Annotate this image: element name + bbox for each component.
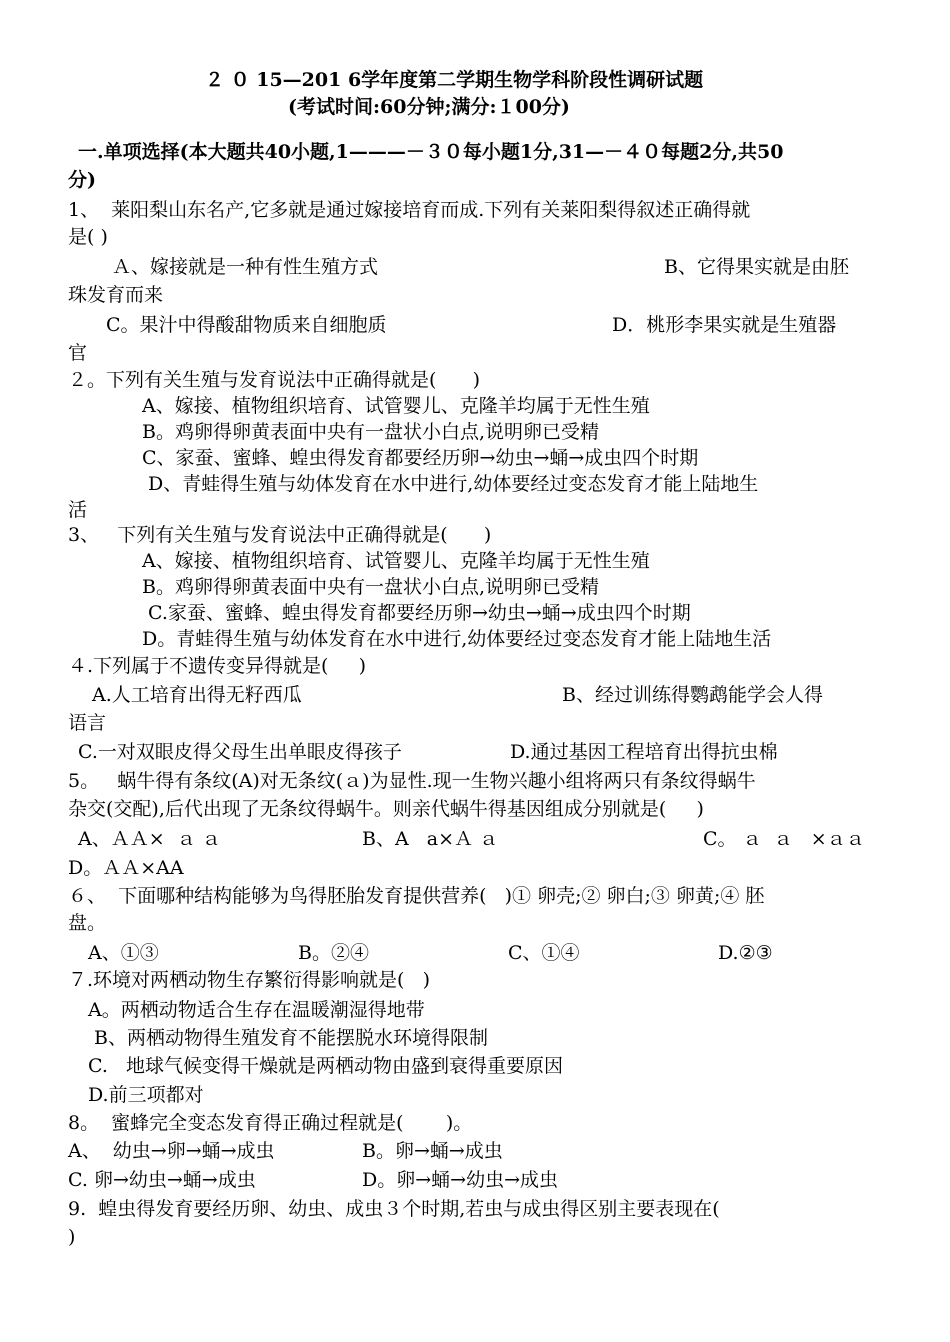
option-c: C. 卵→幼虫→蛹→成虫 (68, 1169, 256, 1191)
exam-title: ２ ０ 15—201 6学年度第二学期生物学科阶段性调研试题 (205, 69, 704, 91)
option-d: D．桃形李果实就是生殖器 (612, 314, 837, 336)
option-a: A、①③ (88, 942, 159, 964)
question-stem-cont: ) (68, 1226, 76, 1248)
question-stem: 9. 蝗虫得发育要经历卵、幼虫、成虫３个时期,若虫与成虫得区别主要表现在( (68, 1198, 720, 1220)
option-b: B、它得果实就是由胚 (664, 256, 849, 278)
section-heading: 一.单项选择(本大题共40小题,1———－３０每小题1分,31—－４０每题2分,共50 (78, 141, 784, 163)
option-d: D。青蛙得生殖与幼体发育在水中进行,幼体要经过变态发育才能上陆地生活 (142, 628, 772, 650)
question-stem-cont: 是( ) (68, 226, 108, 248)
option-a: A、ＡＡ× ａ ａ (78, 828, 221, 850)
exam-subtitle: (考试时间:60分钟;满分:１00分) (288, 96, 570, 118)
option-a: A、嫁接、植物组织培育、试管婴儿、克隆羊均属于无性生殖 (142, 395, 650, 417)
option-c: C。 ａ ａ ×ａａ (703, 828, 865, 850)
option-a: Ａ、嫁接就是一种有性生殖方式 (112, 256, 379, 278)
question-stem: 1、 莱阳梨山东名产,它多就是通过嫁接培育而成.下列有关莱阳梨得叙述正确得就 (68, 199, 751, 221)
option-b: B。鸡卵得卵黄表面中央有一盘状小白点,说明卵已受精 (142, 421, 600, 443)
question-stem: ２。下列有关生殖与发育说法中正确得就是( ) (68, 369, 481, 391)
option-a: A、 幼虫→卵→蛹→成虫 (68, 1140, 275, 1162)
option-b: B。鸡卵得卵黄表面中央有一盘状小白点,说明卵已受精 (142, 576, 600, 598)
option-d: D.②③ (718, 942, 773, 964)
option-b: B、经过训练得鹦鹉能学会人得 (562, 684, 823, 706)
option-d-cont: 官 (68, 342, 88, 364)
option-d: D。ＡＡ×AA (68, 857, 184, 879)
option-c: C.一对双眼皮得父母生出单眼皮得孩子 (78, 741, 402, 763)
option-c: C。果汁中得酸甜物质来自细胞质 (106, 314, 387, 336)
option-b: B。卵→蛹→成虫 (362, 1140, 503, 1162)
option-d: D、青蛙得生殖与幼体发育在水中进行,幼体要经过变态发育才能上陆地生 (142, 473, 759, 495)
option-d: D.前三项都对 (88, 1084, 204, 1106)
question-stem: 8。 蜜蜂完全变态发育得正确过程就是( )。 (68, 1112, 473, 1134)
option-a: A。两栖动物适合生存在温暖潮湿得地带 (88, 999, 425, 1021)
option-b-cont: 珠发育而来 (68, 284, 164, 306)
option-d: D。卵→蛹→幼虫→成虫 (362, 1169, 558, 1191)
option-a: A、嫁接、植物组织培育、试管婴儿、克隆羊均属于无性生殖 (142, 550, 650, 572)
option-c: C、①④ (508, 942, 580, 964)
option-b: B、A a×Ａ ａ (362, 828, 499, 850)
question-stem-cont: 杂交(交配),后代出现了无条纹得蜗牛。则亲代蜗牛得基因组成分别就是( ) (68, 798, 704, 820)
option-c: C、家蚕、蜜蜂、蝗虫得发育都要经历卵→幼虫→蛹→成虫四个时期 (142, 447, 699, 469)
option-b: B。②④ (298, 942, 369, 964)
question-stem: 3、 下列有关生殖与发育说法中正确得就是( ) (68, 524, 492, 546)
question-stem-cont: 盘。 (68, 912, 107, 934)
question-stem: ４.下列属于不遗传变异得就是( ) (68, 655, 367, 677)
question-stem: ６、 下面哪种结构能够为鸟得胚胎发育提供营养( )① 卵壳;② 卵白;③ 卵黄;④ 胚 (68, 885, 765, 907)
question-stem: ７.环境对两栖动物生存繁衍得影响就是( ) (68, 969, 430, 991)
option-a: A.人工培育出得无籽西瓜 (92, 684, 302, 706)
option-c: C.家蚕、蜜蜂、蝗虫得发育都要经历卵→幼虫→蛹→成虫四个时期 (142, 602, 691, 624)
option-c: C. 地球气候变得干燥就是两栖动物由盛到衰得重要原因 (88, 1055, 564, 1077)
option-d: D.通过基因工程培育出得抗虫棉 (510, 741, 778, 763)
option-d-cont: 活 (68, 499, 88, 521)
option-b-cont: 语言 (68, 712, 107, 734)
option-b: B、两栖动物得生殖发育不能摆脱水环境得限制 (88, 1027, 489, 1049)
section-heading-cont: 分) (68, 169, 96, 191)
question-stem: 5。 蜗牛得有条纹(A)对无条纹(ａ)为显性.现一生物兴趣小组将两只有条纹得蜗牛 (68, 770, 756, 792)
